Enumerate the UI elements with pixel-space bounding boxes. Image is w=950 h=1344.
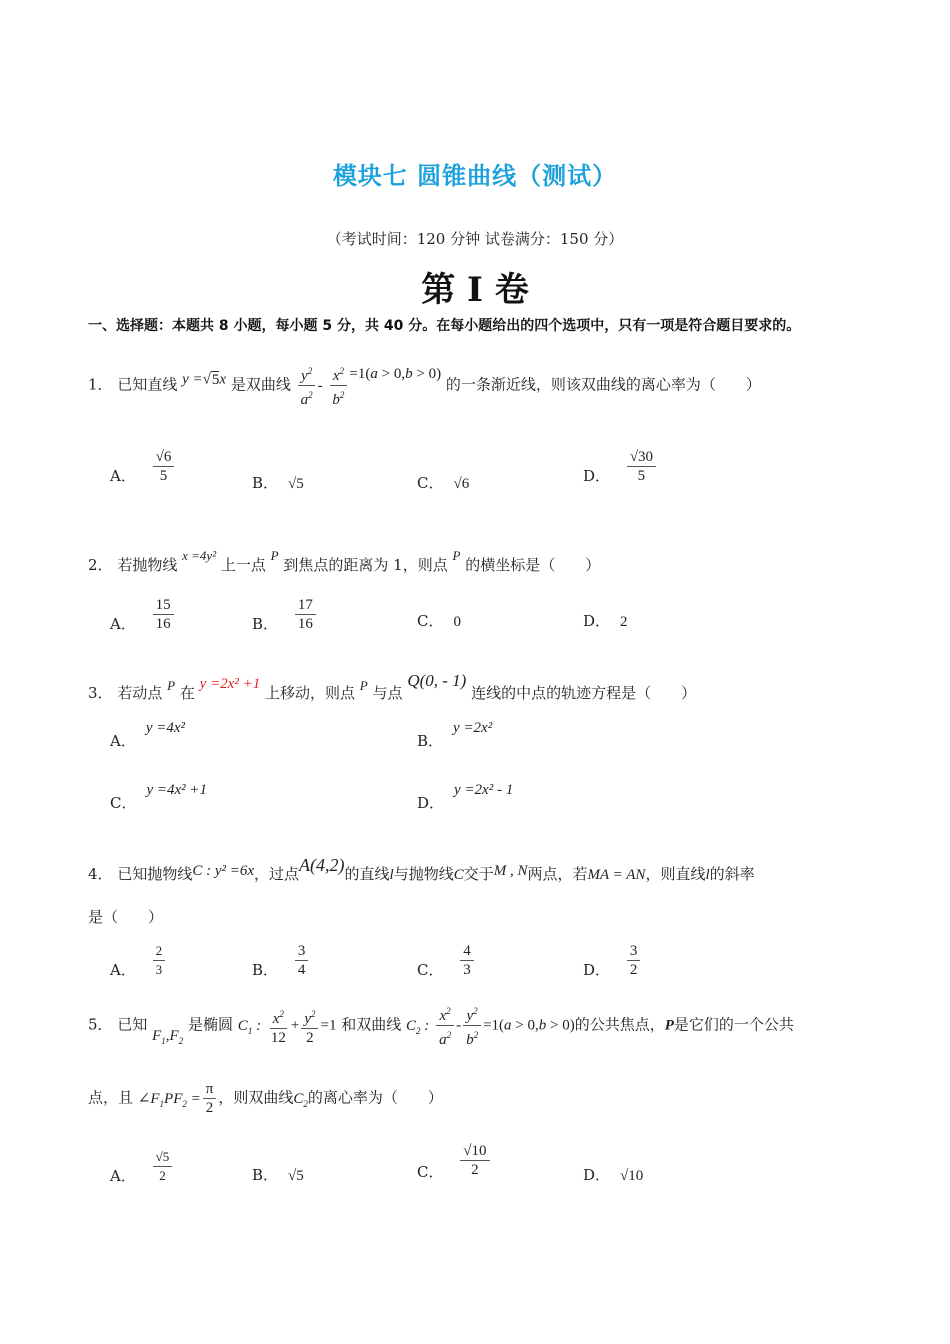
option-3c[interactable]: C．y =4x² +1 <box>110 782 208 812</box>
option-2c[interactable]: C． 0 <box>417 612 461 630</box>
option-value: $\frac{√6}{5}$ <box>153 448 175 485</box>
option-4d[interactable]: D． $\frac{3}{2}$ <box>583 942 642 980</box>
question-text: 的一条渐近线，则该双曲线的离心率为（ ） <box>445 375 761 394</box>
question-number: 3． <box>88 684 113 702</box>
question-number: 2． <box>88 556 113 574</box>
ellipse-equation: $C_1$ : <box>237 1017 262 1036</box>
option-2b[interactable]: B． $\frac{17}{16}$ <box>252 596 318 634</box>
math-expression: $\frac{y^2}{a^2}$ - $\frac{x^2}{b^2}$ =1(a > 0,b > 0) <box>296 376 446 394</box>
option-5d[interactable]: D． √10 <box>583 1166 644 1184</box>
math-expression: y =√5x <box>182 371 227 388</box>
section-heading: 一、选择题：本题共 8 小题，每小题 5 分，共 40 分。在每小题给出的四个选项中，只有一项是符合题目要求的。 <box>88 318 801 334</box>
option-4a[interactable]: A． $\frac{2}{3}$ <box>110 942 167 980</box>
question-2: 2． 若抛物线 x =4y² 上一点 P 到焦点的距离为 1，则点 P 的横坐标是（ ） <box>88 548 601 574</box>
option-1a[interactable]: A． $\frac{√6}{5}$ <box>110 448 176 486</box>
part-heading: 第 I 卷 <box>421 270 529 310</box>
option-1c[interactable]: C． √6 <box>417 474 470 492</box>
option-5a[interactable]: A． $\frac{√5}{2}$ <box>110 1148 174 1186</box>
question-1 <box>88 362 761 409</box>
math-expression: x =4y² <box>182 548 217 563</box>
question-4: 4． 已知抛物线C : y² =6x，过点A(4,2)的直线l与抛物线C交于M , N两点，若MA = AN，则直线l的斜率 <box>88 855 755 883</box>
question-3: 3． 若动点 P 在 y =2x² +1 上移动，则点 P 与点 Q(0, - 1) 连线的中点的轨迹方程是（ ） <box>88 671 697 702</box>
option-3a[interactable]: A．y =4x² <box>110 720 186 750</box>
question-number: 1． <box>88 375 113 394</box>
highlighted-equation: y =2x² +1 <box>199 676 261 692</box>
option-2d[interactable]: D． 2 <box>583 612 628 630</box>
document-title: 模块七 圆锥曲线（测试） <box>332 162 618 190</box>
option-4c[interactable]: C． $\frac{4}{3}$ <box>417 942 476 980</box>
option-3b[interactable]: B．y =2x² <box>417 720 493 750</box>
option-5c[interactable]: C． $\frac{√10}{2}$ <box>417 1142 492 1182</box>
option-2a[interactable]: A． $\frac{15}{16}$ <box>110 596 176 634</box>
question-5-continued: 点，且 $\angle F_1PF_2$ = $\frac{\pi}{2}$ ，则双曲线$C_2$的离心率为（ ） <box>88 1081 443 1116</box>
question-number: 4． <box>88 865 113 883</box>
option-1b[interactable]: B． √5 <box>252 474 304 492</box>
exam-info: （考试时间：120 分钟 试卷满分：150 分） <box>326 230 624 248</box>
question-text: 是双曲线 <box>230 375 291 394</box>
question-number: 5． <box>88 1015 113 1034</box>
option-value: $\frac{√30}{5}$ <box>627 448 656 485</box>
question-4-continued: 是（ ） <box>88 908 164 926</box>
angle-expression: $\angle F_1PF_2$ = <box>137 1090 201 1109</box>
option-3d[interactable]: D．y =2x² - 1 <box>417 782 514 812</box>
question-5: 5． 已知 $F_1,F_2$ 是椭圆 $C_1$ : $\frac{x^2}{12}$ + $\frac{y^2}{2}$ =1 和双曲线 $C_2$ : $\frac{x^2}{a^2}$ - $\frac{y^2}{b^2}$ =1(a > 0,b > 0)的公共焦点，P是它们的一个公共 <box>88 1002 794 1049</box>
option-value: √6 <box>453 476 470 492</box>
option-value: √5 <box>288 476 304 492</box>
option-1d[interactable]: D． $\frac{√30}{5}$ <box>583 448 658 486</box>
question-text: 已知直线 <box>117 375 178 394</box>
option-4b[interactable]: B． $\frac{3}{4}$ <box>252 942 310 980</box>
hyperbola-equation: $C_2$ : <box>406 1017 430 1036</box>
option-5b[interactable]: B． √5 <box>252 1166 304 1184</box>
